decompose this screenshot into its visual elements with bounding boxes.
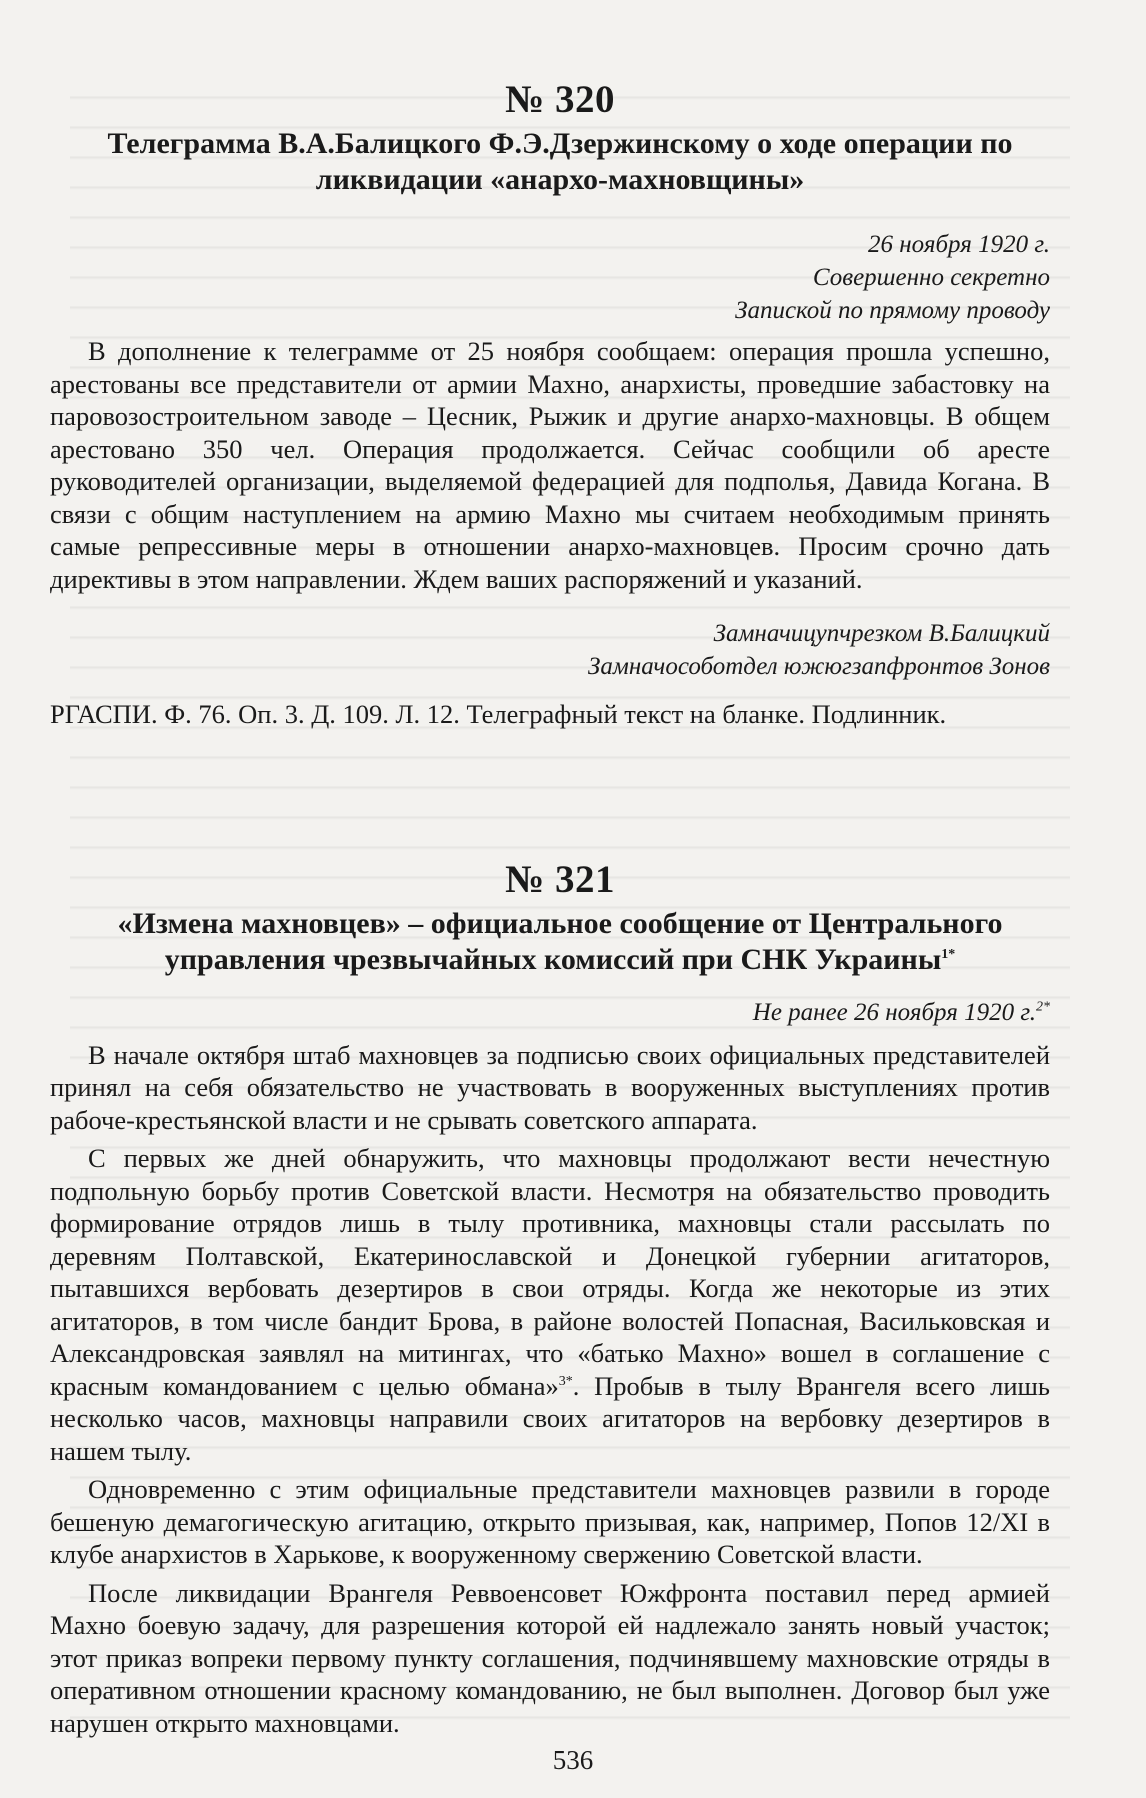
doc-321-date-line bbox=[50, 996, 1070, 1029]
doc-321-paragraph-2-text: С первых же дней обнаружить, что махновцы продолжают вести нечестную подпольную борьбу против Советской власти. Несмотря на обязательство проводить формирование отрядов лишь в тылу противника, махновцы стали рассылать по деревням Полтавской, Екатеринославской и Донецкой губернии агитаторов, пытавшихся вербовать дезертиров в свои отряды. Когда же некоторые из этих агитаторов, в том числе бандит Брова, в районе волостей Попасная, Васильковская и Александровская заявлял на митингах, что «батько Махно» вошел в соглашение с красным командованием с целью обмана» bbox=[50, 1143, 1050, 1401]
doc-320-number: № 320 bbox=[505, 78, 615, 121]
doc-321-title-note: 1* bbox=[941, 946, 956, 962]
doc-320-transmission: Запиской по прямому проводу bbox=[735, 297, 1050, 324]
doc-320-source: РГАСПИ. Ф. 76. Оп. 3. Д. 109. Л. 12. Телеграфный текст на бланке. Подлинник. bbox=[50, 699, 947, 729]
doc-320-secrecy: Совершенно секретно bbox=[812, 264, 1050, 291]
doc-321-paragraph-2 bbox=[50, 1142, 1070, 1467]
doc-321-paragraph-4: После ликвидации Врангеля Реввоенсовет Южфронта поставил перед армией Махно боевую задачу, для разрешения которой ей надлежало занять новый участок; этот приказ вопреки первому пункту соглашения, подчинявшему махновские отряды в оперативном отношении красному командованию, не был выполнен. Договор был уже нарушен открыто махновцами. bbox=[50, 1577, 1050, 1738]
doc-321-date-note: 2* bbox=[1036, 999, 1050, 1015]
doc-321-title-text: «Измена махновцев» – официальное сообщение от Центрального управления чрезвычайных комиссий при СНК Украины bbox=[117, 906, 1003, 976]
doc-320-signature-2: Замначособотдел южюгзапфронтов Зонов bbox=[588, 653, 1050, 680]
document-page bbox=[50, 78, 1070, 1778]
doc-321-paragraph-1: В начале октября штаб махновцев за подписью своих официальных представителей принял на себя обязательство не участвовать в вооруженных выступлениях против рабоче-крестьянской власти и не срывать советского аппарата. bbox=[50, 1039, 1050, 1135]
document-321 bbox=[50, 858, 1070, 1740]
doc-321-number: № 321 bbox=[505, 857, 615, 901]
doc-320-signatures bbox=[50, 617, 1070, 683]
doc-320-date: 26 ноября 1920 г. bbox=[868, 231, 1050, 258]
page-number: 536 bbox=[552, 1745, 594, 1775]
doc-321-title bbox=[50, 906, 1070, 978]
doc-321-date: Не ранее 26 ноября 1920 г. bbox=[752, 998, 1036, 1026]
doc-320-body: В дополнение к телеграмме от 25 ноября сообщаем: операция прошла успешно, арестованы все представители от армии Махно, анархисты, проведшие забастовку на паровозостроительном заводе – Цесник, Рыжик и другие анархо-махновцы. В общем арестовано 350 чел. Операция продолжается. Сейчас сообщили об аресте руководителей организации, выделяемой федерацией для подполья, Давида Когана. В связи с общим наступлением на армию Махно мы считаем необходимым принять самые репрессивные меры в отношении анархо-махновцев. Просим срочно дать директивы в этом направлении. Ждем ваших распоряжений и указаний. bbox=[50, 336, 1050, 594]
doc-321-paragraph-2-note: 3* bbox=[558, 1373, 573, 1389]
doc-321-paragraph-3: Одновременно с этим официальные представители махновцев развили в городе бешеную демагогическую агитацию, открыто призывая, как, например, Попов 12/XI в клубе анархистов в Харькове, к вооруженному свержению Советской власти. bbox=[50, 1474, 1050, 1569]
document-320 bbox=[50, 78, 1070, 731]
doc-320-title: Телеграмма В.А.Балицкого Ф.Э.Дзержинскому о ходе операции по ликвидации «анархо-махновщины» bbox=[107, 127, 1013, 196]
doc-320-signature-1: Замначицупчрезком В.Балицкий bbox=[713, 620, 1050, 647]
doc-321-paragraph-2-tail: . Пробыв в тылу Врангеля всего лишь несколько часов, махновцы направили своих агитаторов на вербовку дезертиров в нашем тылу. bbox=[50, 1370, 1050, 1466]
